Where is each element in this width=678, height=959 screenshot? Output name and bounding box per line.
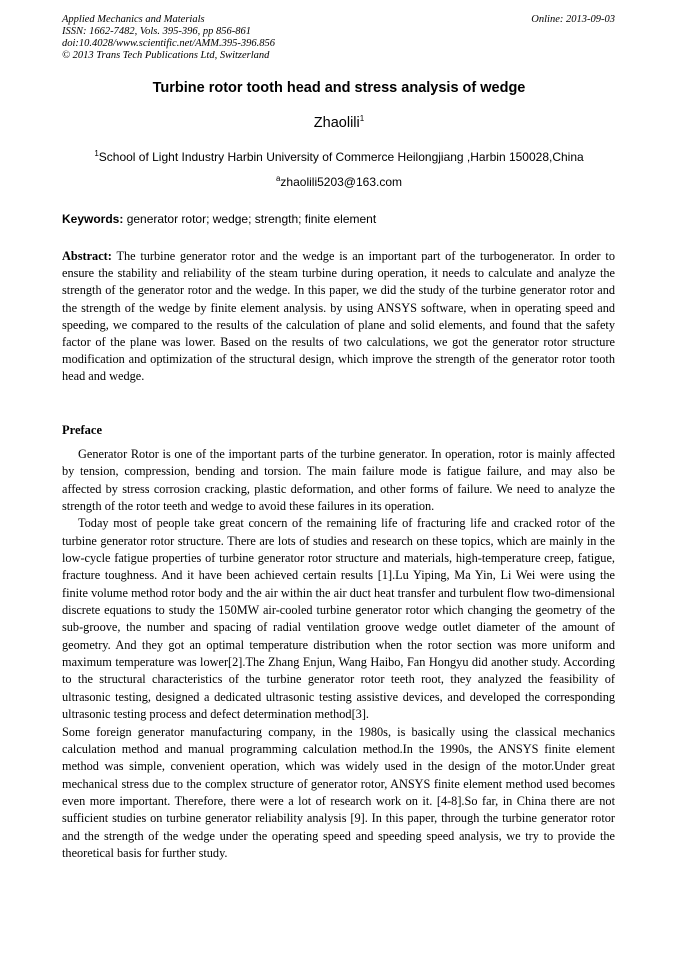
paragraph: Today most of people take great concern of the remaining life of fracturing life and cracked rotor of the turbine generator rotor structure. There are lots of studies and research on these topics, which are mainly in the low-cycle fatigue properties of turbine generator rotor structure and materials, high-temperature creep, fatigue, fracture toughness. And it have been achieved certain results [1].Lu Yiping, Ma Yin, Li Wei were using the finite volume method rotor body and the air within the air duct heat transfer and turbulent flow two-dimensional discrete equations to study the 150MW air-cooled turbine generator rotor which changing the geometry of the sub-groove, the number and spacing of radial ventilation groove wedge outlet diameter of the amount of geometry. And they got an optimal temperature distribution when the rotor section was more uniform and maximum temperature was lower[2].The Zhang Enjun, Wang Haibo, Fan Hongyu did another study. According to the structural characteristics of the turbine generator rotor teeth root, they analyzed the feasibility of ultrasonic testing, designed a dedicated ultrasonic testing assistive devices, and developed the corresponding ultrasonic testing process and defect determination method[3]. <box>62 516 615 722</box>
abstract-text: The turbine generator rotor and the wedge is an important part of the turbogenerator. In order to ensure the stability and reliability of the steam turbine during operation, it needs to calculate and analyze the strength of the generator rotor and the wedge. In this paper, we did the study of the turbine generator rotor and the strength of the wedge by finite element analysis. by using ANSYS software, when in operating speed and speeding, we compared to the results of the calculation of plane and solid elements, and found that the safety factor of the plane was lower. Based on the results of two calculations, we got the generator rotor structure modification and optimization of the structural design, which improve the strength of the generator rotor tooth head and wedge. <box>62 249 615 384</box>
paragraph: Generator Rotor is one of the important parts of the turbine generator. In operation, rotor is mainly affected by tension, compression, bending and torsion. The main failure mode is fatigue failure, and may also be affected by stress corrosion cracking, plastic deformation, and other forms of failure. We need to analyze the strength of the rotor teeth and wedge to avoid these failures in its operation. <box>62 447 615 514</box>
online-date: Online: 2013-09-03 <box>531 14 615 25</box>
affiliation-superscript: 1 <box>94 149 99 158</box>
doi-line: doi:10.4028/www.scientific.net/AMM.395-396.856 <box>62 38 275 49</box>
copyright-line: © 2013 Trans Tech Publications Ltd, Switzerland <box>62 50 270 61</box>
affiliation-text: School of Light Industry Harbin University of Commerce Heilongjiang ,Harbin 150028,China <box>98 150 584 164</box>
email-line <box>0 175 678 189</box>
journal-name: Applied Mechanics and Materials <box>62 14 205 25</box>
keywords-text: generator rotor; wedge; strength; finite element <box>123 212 377 226</box>
email-superscript: a <box>275 174 281 183</box>
keywords-label: Keywords: <box>62 212 124 226</box>
section-heading: Preface <box>62 423 103 437</box>
issn-line: ISSN: 1662-7482, Vols. 395-396, pp 856-861 <box>62 26 251 37</box>
abstract-label: Abstract: <box>62 249 112 263</box>
abstract <box>62 248 615 386</box>
author-line <box>0 115 678 131</box>
keywords <box>62 212 615 226</box>
paragraph: Some foreign generator manufacturing company, in the 1980s, is basically using the classical mechanics calculation method and manual programming calculation method.In the 1990s, the ANSYS finite element method was simple, convenient operation, which was widely used in the design of the motor.Under great mechanical stress due to the complex structure of generator rotor, ANSYS finite element method used becomes even more important. Therefore, there were a lot of research work on it. [4-8].So far, in China there are not sufficient studies on turbine generator reliability analysis [9]. In this paper, through the turbine generator rotor and the strength of the wedge under the operating speed and speeding speed analysis, we try to provide the theoretical basis for further study. <box>62 724 615 860</box>
email-address[interactable]: zhaolili5203@163.com <box>280 175 403 189</box>
section-body <box>62 446 615 862</box>
journal-header <box>62 14 615 62</box>
paper-title: Turbine rotor tooth head and stress analysis of wedge <box>152 80 526 96</box>
author-superscript: 1 <box>359 114 365 124</box>
author-name: Zhaolili <box>313 115 360 131</box>
affiliation-line <box>0 150 678 164</box>
